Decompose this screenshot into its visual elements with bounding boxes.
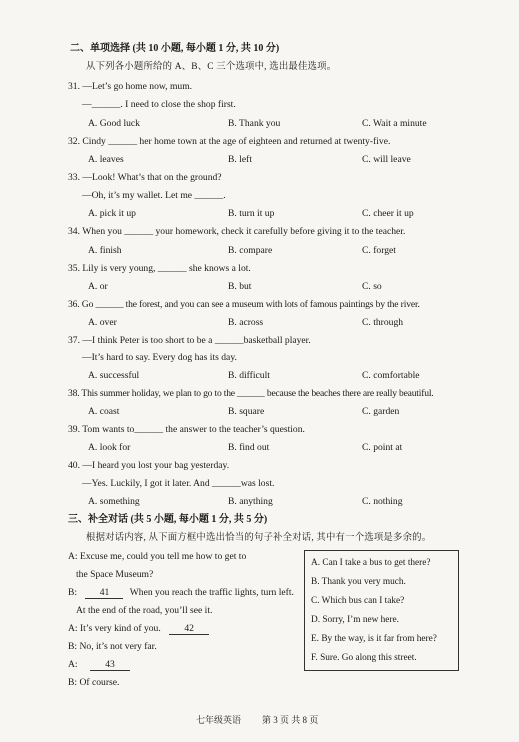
question-39-option-b: B. find out <box>228 442 270 453</box>
question-38-option-c: C. garden <box>362 406 400 417</box>
question-32-line1: 32. Cindy ______ her home town at the age of eighteen and returned at twenty-five. <box>68 136 391 147</box>
section2-heading: 二、单项选择 (共 10 小题, 每小题 1 分, 共 10 分) <box>70 43 280 54</box>
dialogue-a3 <box>68 659 130 671</box>
question-38-line1: 38. This summer holiday, we plan to go to the ______ because the beaches there are really beautiful. <box>68 388 434 399</box>
dialogue-a1: A: Excuse me, could you tell me how to get to <box>68 551 247 562</box>
dialogue-b1-continued: At the end of the road, you’ll see it. <box>76 605 213 616</box>
question-36-line1: 36. Go ______ the forest, and you can see a museum with lots of famous paintings by the river. <box>68 299 420 310</box>
blank-42[interactable]: 42 <box>169 623 209 635</box>
blank-41[interactable]: 41 <box>85 587 123 599</box>
box-option-c: C. Which bus can I take? <box>311 596 405 606</box>
question-33-option-b: B. turn it up <box>228 208 275 219</box>
question-37-line2: —It’s hard to say. Every dog has its day. <box>82 352 237 363</box>
question-39-option-a: A. look for <box>88 442 131 453</box>
question-37-option-a: A. successful <box>88 370 140 381</box>
question-38-option-a: A. coast <box>88 406 120 417</box>
dialogue-b1-text: When you reach the traffic lights, turn left. <box>129 587 294 598</box>
question-32-option-c: C. will leave <box>362 154 411 165</box>
question-33-line2: —Oh, it’s my wallet. Let me ______. <box>82 190 226 201</box>
box-option-e: E. By the way, is it far from here? <box>311 634 437 644</box>
dialogue-a1-continued: the Space Museum? <box>76 569 154 580</box>
question-40-option-c: C. nothing <box>362 496 403 507</box>
question-32-option-a: A. leaves <box>88 154 124 165</box>
box-option-b: B. Thank you very much. <box>311 577 406 587</box>
question-33-option-a: A. pick it up <box>88 208 136 219</box>
blank-43[interactable]: 43 <box>90 659 130 671</box>
question-35-option-b: B. but <box>228 281 252 292</box>
question-39-option-c: C. point at <box>362 442 403 453</box>
dialogue-a2-text: A: It’s very kind of you. <box>68 623 161 634</box>
question-31-option-c: C. Wait a minute <box>362 118 427 129</box>
question-33-option-c: C. cheer it up <box>362 208 414 219</box>
question-37-option-c: C. comfortable <box>362 370 420 381</box>
box-option-d: D. Sorry, I’m new here. <box>311 615 399 625</box>
footer-subject: 七年级英语 <box>196 715 242 725</box>
section3-instruction: 根据对话内容, 从下面方框中选出恰当的句子补全对话, 其中有一个选项是多余的。 <box>86 533 432 543</box>
dialogue-b1 <box>68 587 294 599</box>
dialogue-b2: B: No, it’s not very far. <box>68 641 157 652</box>
question-34-option-c: C. forget <box>362 245 396 256</box>
question-34-line1: 34. When you ______ your homework, check it carefully before giving it to the teacher. <box>68 226 406 237</box>
question-40-line1: 40. —I heard you lost your bag yesterday. <box>68 460 230 471</box>
answer-options-box <box>304 550 459 671</box>
question-40-option-a: A. something <box>88 496 140 507</box>
question-35-line1: 35. Lily is very young, ______ she knows a lot. <box>68 263 251 274</box>
question-32-option-b: B. left <box>228 154 252 165</box>
section2-instruction: 从下列各小题所给的 A、B、C 三个选项中, 选出最佳选项。 <box>86 62 337 72</box>
question-37-option-b: B. difficult <box>228 370 270 381</box>
question-39-line1: 39. Tom wants to______ the answer to the teacher’s question. <box>68 424 305 435</box>
question-38-option-b: B. square <box>228 406 265 417</box>
question-33-line1: 33. —Look! What’s that on the ground? <box>68 172 222 183</box>
question-40-option-b: B. anything <box>228 496 273 507</box>
dialogue-b1-speaker: B: <box>68 587 78 598</box>
dialogue-a2 <box>68 623 209 635</box>
footer-page-number: 第 3 页 共 8 页 <box>262 715 319 725</box>
question-36-option-c: C. through <box>362 317 404 328</box>
box-option-a: A. Can I take a bus to get there? <box>311 558 431 568</box>
box-option-f: F. Sure. Go along this street. <box>311 653 417 663</box>
question-36-option-a: A. over <box>88 317 117 328</box>
question-37-line1: 37. —I think Peter is too short to be a ______basketball player. <box>68 335 311 346</box>
question-34-option-a: A. finish <box>88 245 122 256</box>
question-36-option-b: B. across <box>228 317 264 328</box>
question-31-option-a: A. Good luck <box>88 118 140 129</box>
question-31-line1: 31. —Let’s go home now, mum. <box>68 81 193 92</box>
dialogue-b3: B: Of course. <box>68 677 120 688</box>
question-34-option-b: B. compare <box>228 245 273 256</box>
dialogue-a3-speaker: A: <box>68 659 78 670</box>
section3-heading: 三、补全对话 (共 5 小题, 每小题 1 分, 共 5 分) <box>68 514 268 525</box>
question-35-option-c: C. so <box>362 281 382 292</box>
question-40-line2: —Yes. Luckily, I got it later. And ______was lost. <box>82 478 275 489</box>
question-31-option-b: B. Thank you <box>228 118 281 129</box>
question-35-option-a: A. or <box>88 281 108 292</box>
question-31-line2: —______. I need to close the shop first. <box>82 99 236 110</box>
